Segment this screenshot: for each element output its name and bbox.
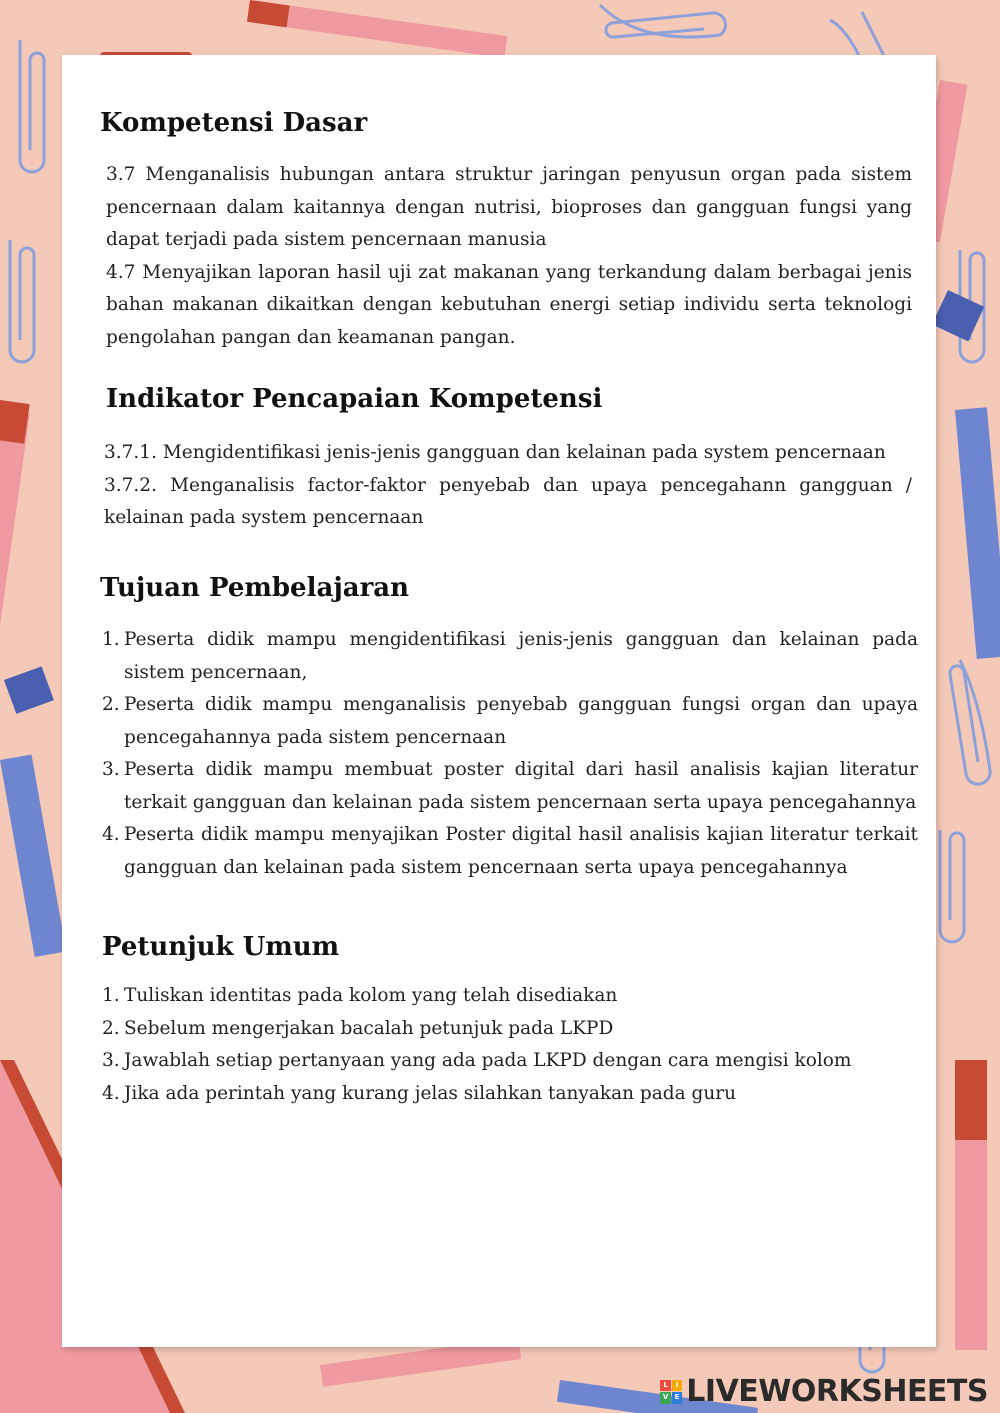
- list-item: 4. Peserta didik mampu menyajikan Poster digital hasil analisis kajian literatur terkait gangguan dan kelainan pada sistem pencernaan serta upaya pencegahannya: [102, 824, 918, 878]
- list-item: 2. Sebelum mengerjakan bacalah petunjuk pada LKPD: [102, 1017, 614, 1039]
- watermark-text: LIVEWORKSHEETS: [686, 1374, 988, 1409]
- indikator-paragraph: 3.7.2. Menganalisis factor-faktor penyebab dan upaya pencegahann gangguan / kelainan pada system pencernaan: [104, 474, 912, 528]
- list-item: 3. Jawablah setiap pertanyaan yang ada pada LKPD dengan cara mengisi kolom: [102, 1050, 852, 1071]
- heading-indikator: Indikator Pencapaian Kompetensi: [106, 384, 603, 414]
- heading-tujuan: Tujuan Pembelajaran: [100, 573, 410, 603]
- indikator-paragraph: 3.7.1. Mengidentifikasi jenis-jenis gangguan dan kelainan pada system pencernaan: [104, 442, 886, 463]
- list-item: 4. Jika ada perintah yang kurang jelas silahkan tanyakan pada guru: [102, 1082, 737, 1104]
- kd-paragraph: 3.7 Menganalisis hubungan antara struktur jaringan penyusun organ pada sistem pencernaan dalam kaitannya dengan nutrisi, bioproses dan gangguan fungsi yang dapat terjadi pada sistem pencernaan manusia: [106, 164, 912, 250]
- heading-petunjuk: Petunjuk Umum: [102, 932, 340, 962]
- tujuan-list: [102, 624, 918, 884]
- kompetensi-dasar-text: [106, 159, 912, 354]
- kd-paragraph: 4.7 Menyajikan laporan hasil uji zat makanan yang terkandung dalam berbagai jenis bahan makanan dikaitkan dengan kebutuhan energi setiap individu serta teknologi pengolahan pangan dan keamanan pangan.: [106, 261, 912, 348]
- list-item: 1. Peserta didik mampu mengidentifikasi jenis-jenis gangguan dan kelainan pada sistem pencernaan,: [102, 629, 918, 683]
- list-item: 2. Peserta didik mampu menganalisis penyebab gangguan fungsi organ dan upaya pencegahannya pada sistem pencernaan: [102, 694, 918, 748]
- petunjuk-list: [102, 980, 918, 1110]
- heading-kompetensi-dasar: Kompetensi Dasar: [100, 108, 368, 138]
- indikator-text: [104, 437, 912, 535]
- liveworksheets-watermark[interactable]: [660, 1374, 988, 1409]
- liveworksheets-logo-icon: L I V E: [660, 1380, 682, 1404]
- list-item: 3. Peserta didik mampu membuat poster digital dari hasil analisis kajian literatur terkait gangguan dan kelainan pada sistem pencernaan serta upaya pencegahannya: [102, 759, 918, 813]
- list-item: 1. Tuliskan identitas pada kolom yang telah disediakan: [102, 985, 618, 1006]
